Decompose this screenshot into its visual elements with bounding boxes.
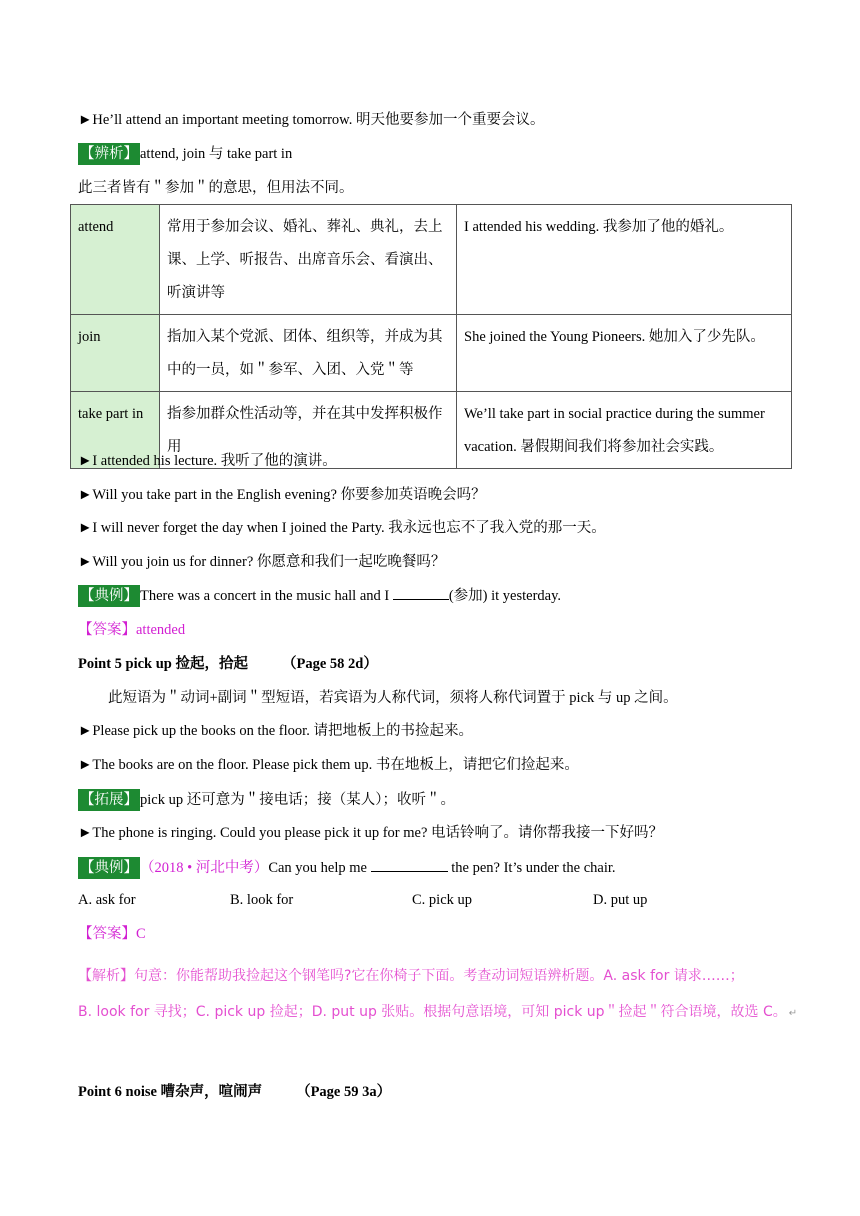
bianxi-heading [78,143,292,165]
example-phone: ►The phone is ringing. Could you please pick it up for me? 电话铃响了。请你帮我接一下好吗？ [78,825,664,841]
dianli-tag: 【典例】 [78,585,140,607]
dianli-tag: 【典例】 [78,857,140,879]
analysis-line-2-text: B. look for 寻找；C. pick up 捡起；D. put up 张贴。根据句意语境，可知 pick up＂捡起＂符合语境，故选 C。 [78,1004,787,1020]
usage-cell: 常用于参加会议、婚礼、葬礼、典礼，去上课、上学、听报告、出席音乐会、看演出、听演讲等 [160,205,457,315]
example-english-evening: ►Will you take part in the English evening? 你要参加英语晚会吗？ [78,487,486,503]
dianli2-text-after: the pen? It’s under the chair. [447,860,616,876]
option-b: B. look for [230,892,294,908]
answer-1: 【答案】attended [78,622,186,638]
term-cell: join [71,315,160,392]
dianli-question-2 [78,857,616,879]
example-cell: I attended his wedding. 我参加了他的婚礼。 [457,205,792,315]
bianxi-tag: 【辨析】 [78,143,140,165]
option-c: C. pick up [412,892,473,908]
analysis-block [78,958,798,1028]
term-cell: attend [71,205,160,315]
option-d: D. put up [593,892,648,908]
example-pick-books: ►Please pick up the books on the floor. 请把地板上的书捡起来。 [78,723,473,739]
usage-cell: 指参加群众性活动等，并在其中发挥积极作用 [160,392,457,469]
point5-heading [78,654,378,674]
tuozhan-text: pick up 还可意为＂接电话；接（某人）；收听＂。 [140,792,455,808]
example-pick-them: ►The books are on the floor. Please pick them up. 书在地板上，请把它们捡起来。 [78,757,579,773]
answer-blank [371,857,448,872]
point6-heading [78,1082,391,1102]
example-meeting: ►He’ll attend an important meeting tomorrow. 明天他要参加一个重要会议。 [78,112,545,128]
dianli-question-1 [78,585,561,607]
answer-2: 【答案】C [78,926,146,942]
example-cell: She joined the Young Pioneers. 她加入了少先队。 [457,315,792,392]
analysis-line-1: 【解析】句意：你能帮助我捡起这个钢笔吗?它在你椅子下面。考查动词短语辨析题。A. ask for 请求……； [78,968,744,984]
table-row [71,205,792,315]
paragraph-return-icon: ↵ [788,1008,798,1019]
option-a: A. ask for [78,892,136,908]
comparison-table [70,204,792,469]
dianli2-text-before: Can you help me [268,860,371,876]
tuozhan-tag: 【拓展】 [78,789,140,811]
example-cell: We’ll take part in social practice during the summer vacation. 暑假期间我们将参加社会实践。 [457,392,792,469]
answer-blank [393,585,449,600]
example-dinner: ►Will you join us for dinner? 你愿意和我们一起吃晚餐吗？ [78,554,446,570]
point6-page-ref: （Page 59 3a） [296,1084,392,1100]
point5-page-ref: （Page 58 2d） [282,656,378,672]
dianli-text-before: There was a concert in the music hall and I [140,588,393,604]
table-row [71,315,792,392]
point6-title: Point 6 noise 嘈杂声，喧闹声 [78,1084,263,1100]
usage-cell: 指加入某个党派、团体、组织等，并成为其中的一员，如＂参军、入团、入党＂等 [160,315,457,392]
example-party: ►I will never forget the day when I joined the Party. 我永远也忘不了我入党的那一天。 [78,520,606,536]
point5-title: Point 5 pick up 捡起，拾起 [78,656,248,672]
point5-description: 此短语为＂动词+副词＂型短语，若宾语为人称代词，须将人称代词置于 pick 与 up 之间。 [108,690,678,706]
tuozhan-heading [78,789,455,811]
example-lecture: ►I attended his lecture. 我听了他的演讲。 [78,453,337,469]
comparison-intro: 此三者皆有＂参加＂的意思，但用法不同。 [78,180,354,196]
bianxi-text: attend, join 与 take part in [140,146,293,162]
dianli-text-after: (参加) it yesterday. [448,588,562,604]
question-source: （2018 • 河北中考） [140,860,269,876]
analysis-line-2 [78,994,798,1032]
term-cell: take part in [71,392,160,469]
